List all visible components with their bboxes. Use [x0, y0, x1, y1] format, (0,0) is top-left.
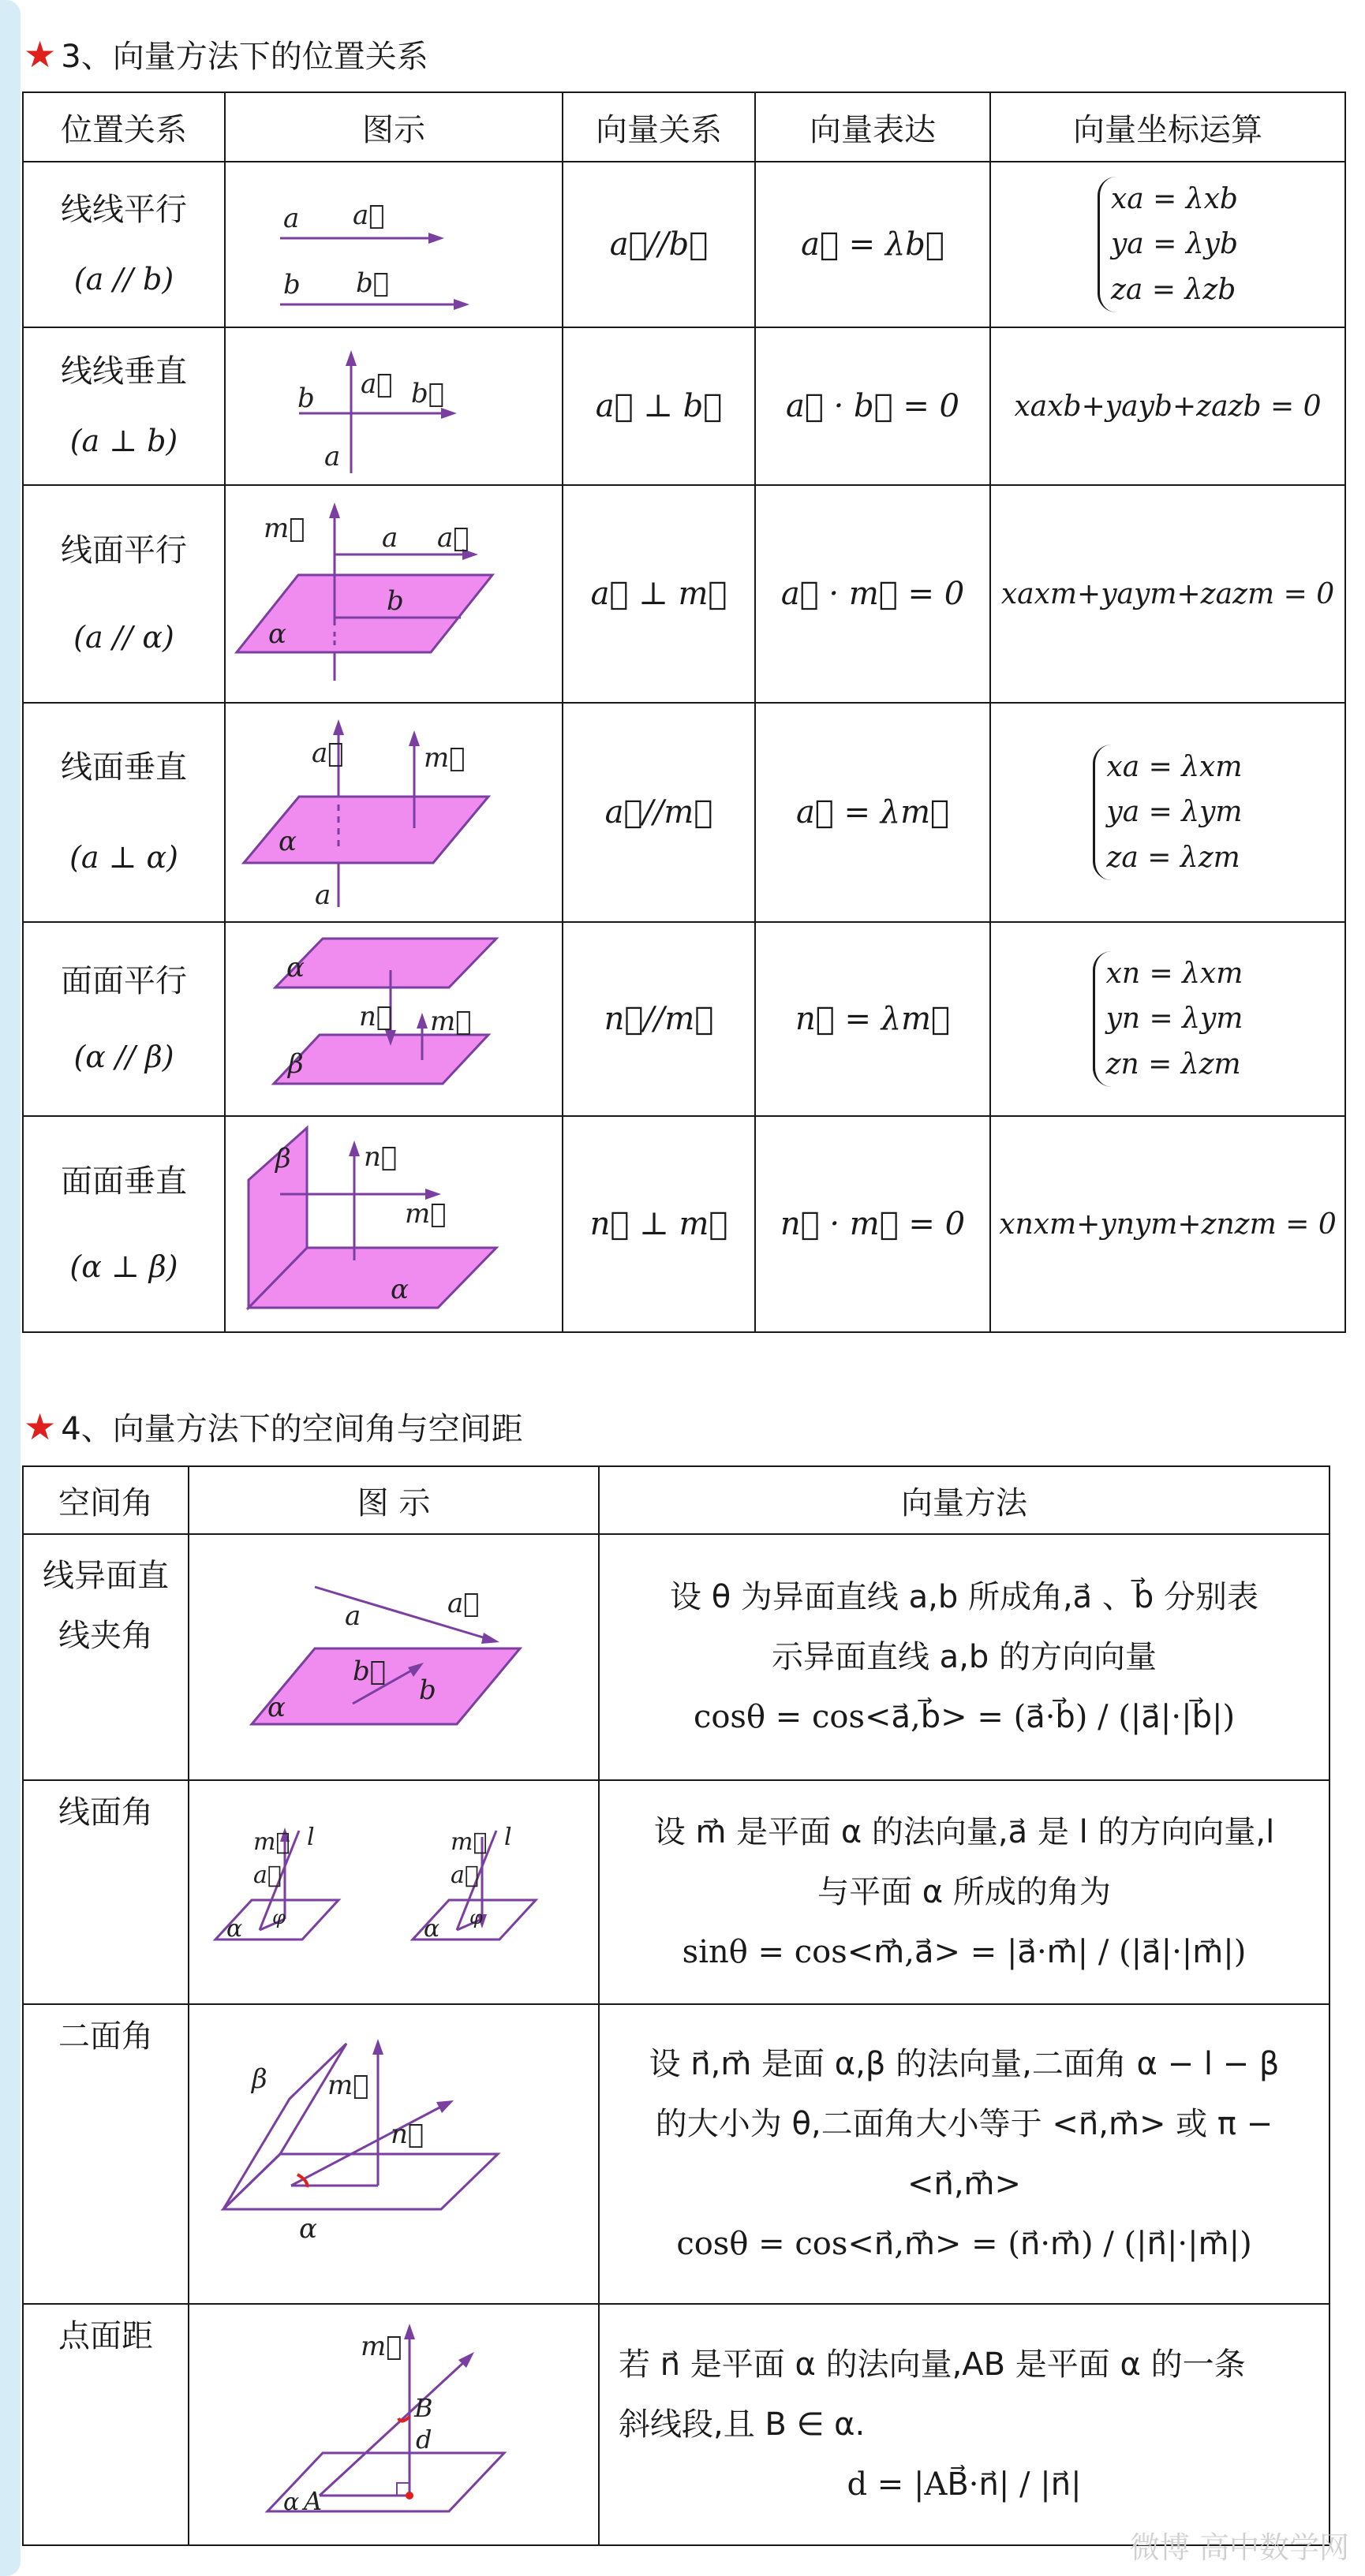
figure-cell [225, 485, 563, 703]
svg-text:α: α [283, 2488, 300, 2516]
svg-text:a⃗: a⃗ [353, 200, 385, 231]
svg-text:n⃗: n⃗ [359, 1001, 393, 1032]
svg-text:m⃗: m⃗ [264, 513, 305, 544]
figure-cell [225, 327, 563, 485]
table-row [23, 1116, 1345, 1332]
star-icon: ★ [24, 32, 57, 76]
svg-text:m⃗: m⃗ [430, 1006, 472, 1037]
table-row [23, 162, 1345, 327]
svg-text:α: α [267, 1692, 286, 1723]
figure-cell [189, 2304, 599, 2545]
header-cell: 向量坐标运算 [990, 92, 1345, 162]
line-plane-perpendicular-figure [236, 710, 552, 915]
point-plane-distance-figure [252, 2314, 536, 2535]
svg-text:d: d [416, 2425, 432, 2455]
parallel-lines-figure [236, 166, 552, 323]
figure-cell [189, 2004, 599, 2304]
formula: cosθ = cos<n⃗,m⃗> = (n⃗·m⃗) / (|n⃗|·|m⃗|) [676, 2226, 1252, 2262]
row-name-cell: 线面垂直 (a ⊥ α) [23, 703, 225, 922]
svg-text:l: l [307, 1824, 315, 1851]
expression-cell: a⃗ = λb⃗ [755, 162, 990, 327]
left-edge-decoration [0, 0, 21, 2576]
svg-text:a⃗: a⃗ [361, 368, 393, 400]
table-header-row [23, 92, 1345, 162]
method-cell: 设 m⃗ 是平面 α 的法向量,a⃗ 是 l 的方向向量,l 与平面 α 所成的角为 sinθ = cos<m⃗,a⃗> = |a⃗·m⃗| / (|a⃗|·|m⃗|) [599, 1780, 1329, 2004]
space-angle-distance-table [22, 1465, 1330, 2546]
svg-text:n⃗: n⃗ [391, 2119, 424, 2150]
row-name-cell: 二面角 [23, 2004, 189, 2304]
method-cell: 若 n⃗ 是平面 α 的法向量,AB 是平面 α 的一条 斜线段,且 B ∈ α. d = |AB⃗·n⃗| / |n⃗| [599, 2304, 1329, 2545]
svg-text:b: b [419, 1674, 436, 1706]
relation-cell: a⃗//b⃗ [563, 162, 755, 327]
table-row [23, 1534, 1329, 1780]
svg-text:b⃗: b⃗ [411, 378, 445, 409]
figure-cell [189, 1780, 599, 2004]
header-cell: 位置关系 [23, 92, 225, 162]
coords-cell [990, 162, 1345, 327]
relation-cell: a⃗ ⊥ b⃗ [563, 327, 755, 485]
svg-text:a: a [283, 203, 300, 234]
figure-cell [225, 162, 563, 327]
formula: d = |AB⃗·n⃗| / |n⃗| [847, 2466, 1082, 2503]
svg-text:a: a [324, 441, 341, 472]
header-cell: 图 示 [189, 1466, 599, 1534]
line-plane-angle-diagram-left [215, 1824, 338, 1943]
svg-text:a⃗: a⃗ [451, 1861, 479, 1889]
relation-cell: n⃗ ⊥ m⃗ [563, 1116, 755, 1332]
row-name-cell: 面面平行 (α // β) [23, 922, 225, 1116]
star-icon: ★ [24, 1405, 57, 1448]
svg-text:A: A [304, 2486, 323, 2516]
expression-cell: n⃗ · m⃗ = 0 [755, 1116, 990, 1332]
line-plane-parallel-figure [232, 491, 555, 696]
coords-cell: xaxm+yaym+zazm = 0 [990, 485, 1345, 703]
plane-plane-parallel-figure [236, 926, 552, 1112]
relation-cell: a⃗//m⃗ [563, 703, 755, 922]
svg-text:α: α [299, 2213, 317, 2245]
svg-text:β: β [275, 1143, 291, 1174]
svg-text:α: α [279, 826, 297, 857]
svg-text:n⃗: n⃗ [364, 1141, 398, 1173]
expression-cell: a⃗ · m⃗ = 0 [755, 485, 990, 703]
coords-cell: xnxm+ynym+znzm = 0 [990, 1116, 1345, 1332]
section3-title: ★ 3、向量方法下的位置关系 [24, 32, 428, 76]
svg-text:a: a [315, 879, 331, 911]
table-row [23, 485, 1345, 703]
section4-title: ★ 4、向量方法下的空间角与空间距 [24, 1405, 523, 1448]
dihedral-angle-figure [204, 2020, 583, 2288]
row-name-cell: 线面角 [23, 1780, 189, 2004]
watermark: 微博 高中数学网 [1129, 2530, 1349, 2565]
svg-text:α: α [268, 618, 286, 650]
table-header-row [23, 1466, 1329, 1534]
table-row [23, 703, 1345, 922]
coords-cell [990, 703, 1345, 922]
header-cell: 向量表达 [755, 92, 990, 162]
table-row [23, 1780, 1329, 2004]
header-cell: 向量关系 [563, 92, 755, 162]
svg-text:m⃗: m⃗ [327, 2070, 369, 2101]
svg-text:m⃗: m⃗ [253, 1828, 290, 1856]
table-row [23, 2004, 1329, 2304]
svg-text:m⃗: m⃗ [361, 2331, 402, 2362]
row-name-cell: 线异面直线夹角 [23, 1534, 189, 1780]
svg-text:a: a [345, 1600, 361, 1632]
figure-cell [225, 703, 563, 922]
svg-text:b⃗: b⃗ [356, 267, 390, 299]
method-cell: 设 n⃗,m⃗ 是面 α,β 的法向量,二面角 α − l − β 的大小为 θ,二面角大小等于 <n⃗,m⃗> 或 π − <n⃗,m⃗> cosθ = cos<n⃗,m⃗> = (n⃗·m⃗) / (|n⃗|·|m⃗|) [599, 2004, 1329, 2304]
perpendicular-lines-figure [236, 331, 552, 481]
row-name-cell: 点面距 [23, 2304, 189, 2545]
svg-text:m⃗: m⃗ [424, 742, 466, 774]
table-row [23, 922, 1345, 1116]
svg-text:φ: φ [272, 1906, 286, 1928]
figure-cell [225, 922, 563, 1116]
relation-cell: a⃗ ⊥ m⃗ [563, 485, 755, 703]
line-plane-angle-diagram-right [413, 1824, 536, 1943]
svg-text:α: α [391, 1274, 409, 1305]
formula: sinθ = cos<m⃗,a⃗> = |a⃗·m⃗| / (|a⃗|·|m⃗|) [682, 1934, 1247, 1970]
svg-text:a: a [382, 522, 398, 554]
plane-plane-perpendicular-figure [236, 1122, 552, 1327]
svg-text:B: B [414, 2393, 433, 2423]
svg-text:m⃗: m⃗ [405, 1198, 447, 1230]
header-cell: 图示 [225, 92, 563, 162]
method-cell: 设 θ 为异面直线 a,b 所成角,a⃗ 、b⃗ 分别表 示异面直线 a,b 的方向向量 cosθ = cos<a⃗,b⃗> = (a⃗·b⃗) / (|a⃗|·|b⃗|) [599, 1534, 1329, 1780]
coords-brace: xa = λxb ya = λyb za = λzb [1098, 177, 1238, 313]
svg-text:a⃗: a⃗ [312, 737, 344, 769]
svg-text:β: β [252, 2063, 267, 2095]
skew-lines-angle-figure [220, 1551, 567, 1764]
row-name-cell: 线线垂直 (a ⊥ b) [23, 327, 225, 485]
coords-brace: xn = λxm yn = λym zn = λzm [1093, 951, 1243, 1088]
header-cell: 向量方法 [599, 1466, 1329, 1534]
relation-cell: n⃗//m⃗ [563, 922, 755, 1116]
svg-text:α: α [226, 1915, 243, 1943]
svg-text:α: α [286, 952, 305, 984]
coords-cell: xaxb+yayb+zazb = 0 [990, 327, 1345, 485]
row-name-cell: 线线平行 (a // b) [23, 162, 225, 327]
expression-cell: a⃗ = λm⃗ [755, 703, 990, 922]
figure-cell [225, 1116, 563, 1332]
svg-text:m⃗: m⃗ [451, 1828, 488, 1856]
coords-brace: xa = λxm ya = λym za = λzm [1093, 745, 1242, 881]
header-cell: 空间角 [23, 1466, 189, 1534]
svg-text:b: b [283, 269, 301, 301]
position-relation-table [22, 91, 1346, 1333]
svg-text:b⃗: b⃗ [353, 1656, 387, 1687]
table-row [23, 2304, 1329, 2545]
row-name-cell: 线面平行 (a // α) [23, 485, 225, 703]
svg-text:b: b [297, 383, 315, 414]
expression-cell: n⃗ = λm⃗ [755, 922, 990, 1116]
formula: cosθ = cos<a⃗,b⃗> = (a⃗·b⃗) / (|a⃗|·|b⃗|) [693, 1699, 1236, 1735]
table-row [23, 327, 1345, 485]
svg-text:α: α [424, 1915, 440, 1943]
svg-text:a⃗: a⃗ [447, 1588, 480, 1619]
coords-cell [990, 922, 1345, 1116]
svg-text:a⃗: a⃗ [437, 522, 469, 554]
svg-text:β: β [288, 1048, 304, 1080]
row-name-cell: 面面垂直 (α ⊥ β) [23, 1116, 225, 1332]
line-plane-angle-figure [196, 1813, 591, 1971]
svg-text:l: l [504, 1824, 512, 1851]
expression-cell: a⃗ · b⃗ = 0 [755, 327, 990, 485]
svg-text:φ: φ [469, 1906, 483, 1928]
svg-text:b: b [387, 585, 404, 617]
svg-text:a⃗: a⃗ [253, 1861, 282, 1889]
figure-cell [189, 1534, 599, 1780]
